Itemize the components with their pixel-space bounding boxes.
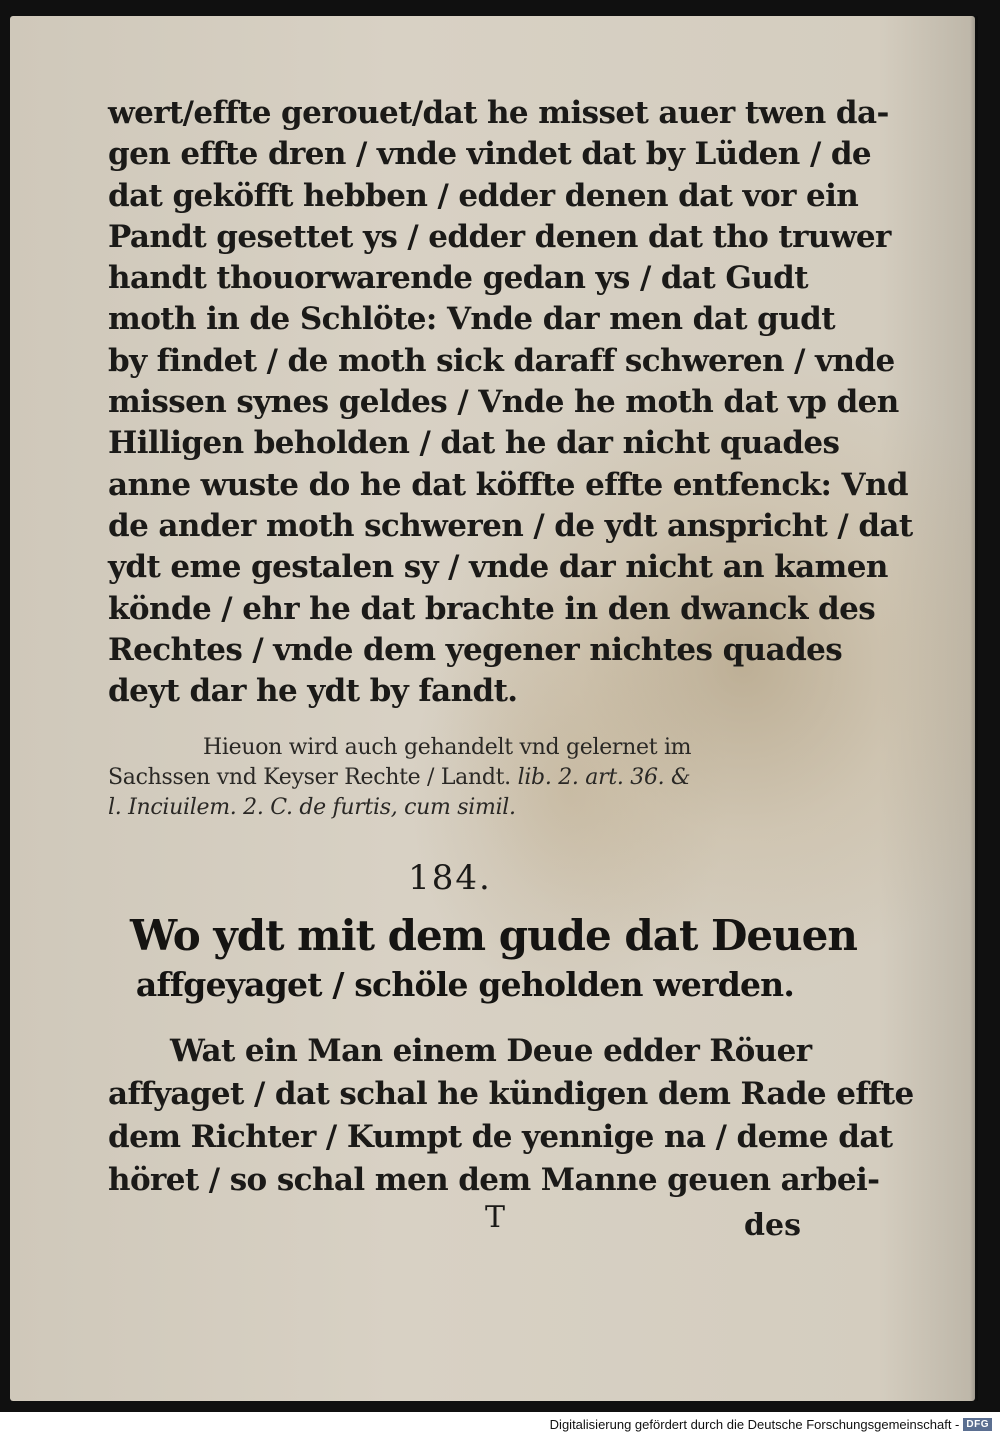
text-line: deyt dar he ydt by fandt.	[108, 673, 518, 710]
text-line: Rechtes / vnde dem yegener nichtes quades	[108, 631, 843, 668]
text-line: Pandt gesettet ys / edder denen dat tho truwer	[108, 218, 891, 255]
section-paragraph	[108, 1030, 914, 1202]
text-line: ydt eme gestalen sy / vnde dar nicht an kamen	[108, 549, 888, 586]
dfg-logo: DFG	[963, 1418, 992, 1431]
digitization-footer	[550, 1417, 992, 1432]
heading-line: Wo ydt mit dem gude dat Deuen	[130, 911, 857, 960]
note-text: Sachssen vnd Keyser Rechte / Landt.	[108, 765, 518, 790]
text-line: dem Richter / Kumpt de yennige na / deme dat	[108, 1119, 893, 1155]
catchword: des	[744, 1208, 801, 1243]
text-line: affyaget / dat schal he kündigen dem Rade effte	[108, 1076, 914, 1112]
note-line	[108, 763, 808, 793]
page-edge-shadow	[970, 16, 978, 1401]
text-line: handt thouorwarende gedan ys / dat Gudt	[108, 260, 808, 297]
note-citation: lib. 2. art. 36. &	[517, 765, 691, 790]
chapter-number: 184.	[408, 858, 492, 898]
text-line: dat geköfft hebben / edder denen dat vor ein	[108, 177, 859, 214]
marginal-reference-note	[108, 733, 808, 823]
text-line: anne wuste do he dat köffte effte entfenck: Vnd	[108, 466, 908, 503]
section-heading	[130, 910, 857, 1008]
text-line: by findet / de moth sick daraff schweren / vnde	[108, 342, 895, 379]
heading-line: affgeyaget / schöle geholden werden.	[135, 965, 795, 1004]
signature-mark: T	[485, 1200, 506, 1235]
text-line: de ander moth schweren / de ydt anspricht / dat	[108, 507, 913, 544]
text-line: Wat ein Man einem Deue edder Röuer	[170, 1033, 812, 1069]
note-citation: l. Inciuilem. 2. C. de furtis, cum simil.	[108, 795, 516, 820]
footer-credit: Digitalisierung gefördert durch die Deutsche Forschungsgemeinschaft -	[549, 1417, 960, 1432]
text-line: gen effte dren / vnde vindet dat by Lüden / de	[108, 136, 872, 173]
body-paragraph	[108, 93, 913, 712]
text-line: moth in de Schlöte: Vnde dar men dat gudt	[108, 301, 835, 338]
text-line: könde / ehr he dat brachte in den dwanck des	[108, 590, 876, 627]
text-line: wert/effte gerouet/dat he misset auer twen da-	[108, 95, 889, 131]
note-line	[108, 793, 808, 823]
text-line: höret / so schal men dem Manne geuen arbei-	[108, 1162, 880, 1198]
text-line: Hilligen beholden / dat he dar nicht quades	[108, 425, 840, 462]
text-line: missen synes geldes / Vnde he moth dat vp den	[108, 384, 899, 421]
note-line: Hieuon wird auch gehandelt vnd gelernet im	[203, 735, 692, 760]
